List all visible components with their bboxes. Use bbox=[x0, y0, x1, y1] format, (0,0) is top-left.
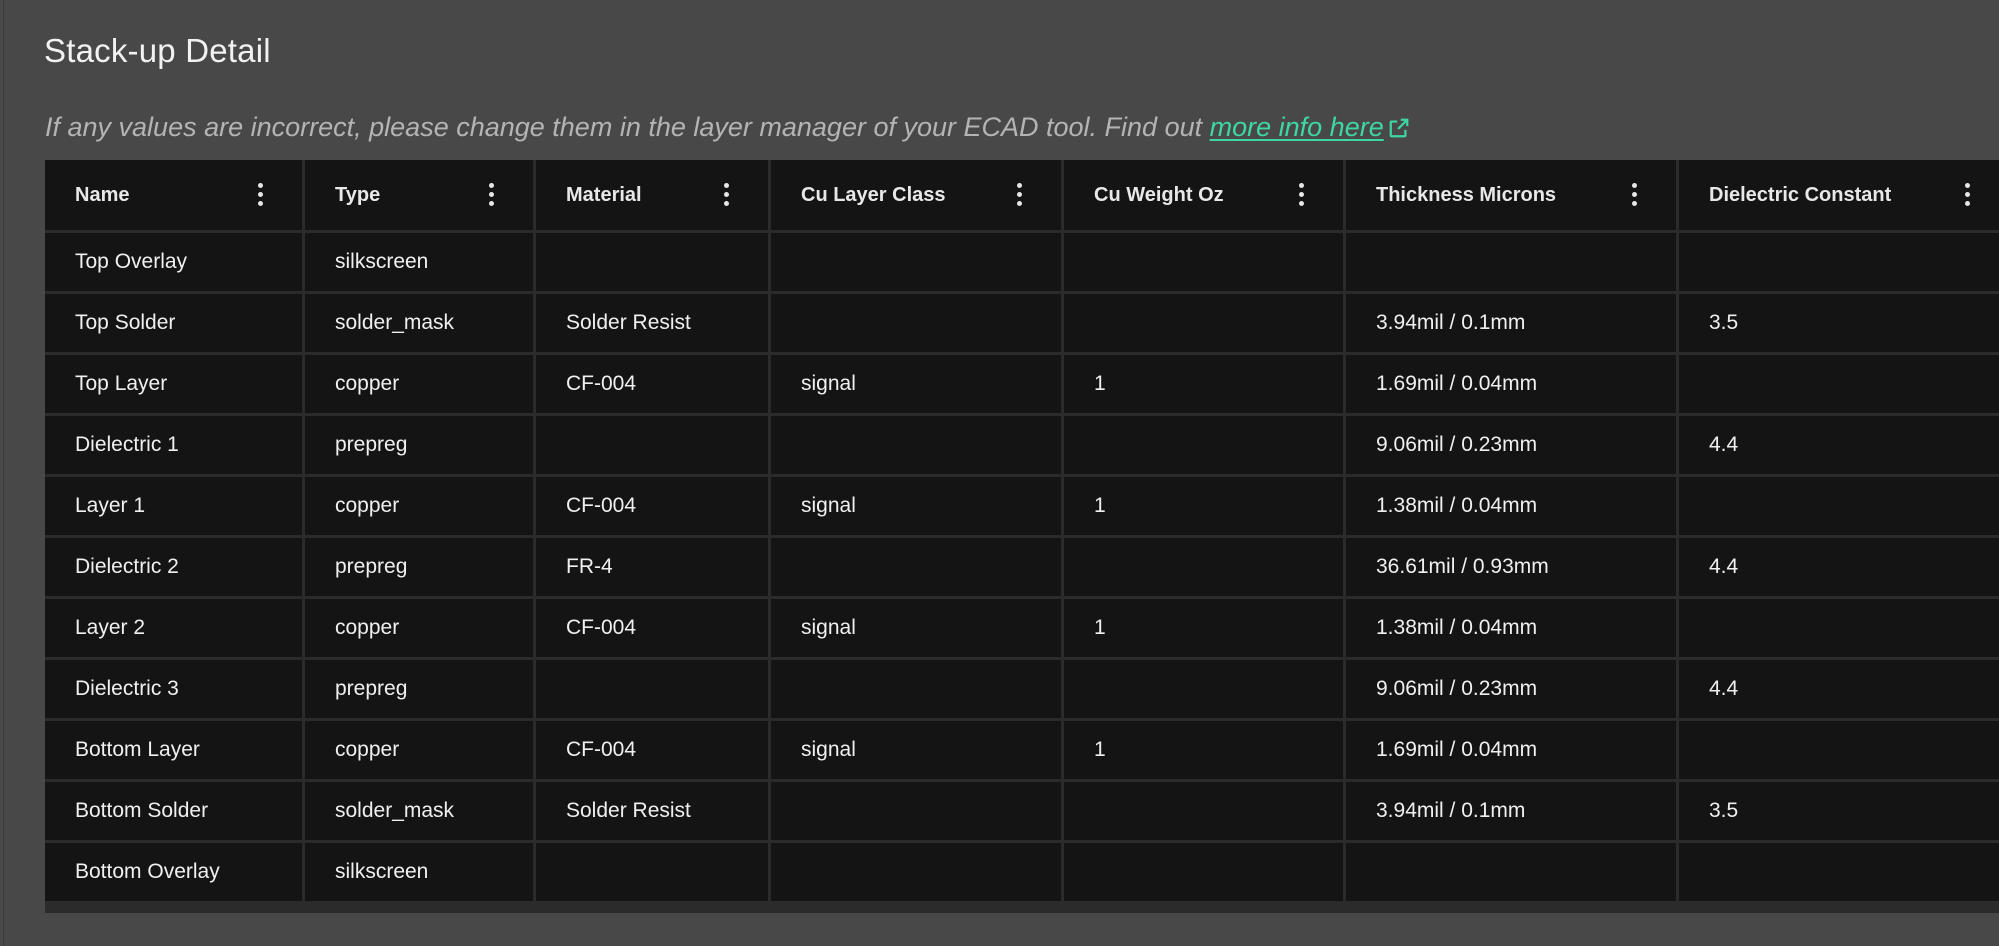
table-cell bbox=[536, 416, 768, 474]
table-cell: Dielectric 3 bbox=[45, 660, 302, 718]
table-cell bbox=[1679, 233, 1999, 291]
external-link-icon[interactable] bbox=[1388, 117, 1410, 139]
table-cell bbox=[1679, 355, 1999, 413]
table-cell: 4.4 bbox=[1679, 538, 1999, 596]
page-title: Stack-up Detail bbox=[44, 32, 271, 69]
table-cell: prepreg bbox=[305, 660, 533, 718]
table-cell: 4.4 bbox=[1679, 416, 1999, 474]
stackup-table bbox=[45, 160, 1999, 904]
more-info-link-label[interactable]: more info here bbox=[1209, 112, 1384, 142]
table-cell: solder_mask bbox=[305, 294, 533, 352]
table-cell: 1.38mil / 0.04mm bbox=[1346, 599, 1676, 657]
table-row[interactable] bbox=[45, 660, 1999, 718]
table-cell: 9.06mil / 0.23mm bbox=[1346, 416, 1676, 474]
table-cell bbox=[1679, 721, 1999, 779]
table-cell: Top Overlay bbox=[45, 233, 302, 291]
more-info-link[interactable] bbox=[1210, 112, 1410, 142]
table-cell bbox=[771, 782, 1061, 840]
table-cell bbox=[771, 843, 1061, 901]
table-cell bbox=[1064, 843, 1343, 901]
table-row[interactable] bbox=[45, 843, 1999, 901]
table-cell bbox=[771, 294, 1061, 352]
table-cell: Top Solder bbox=[45, 294, 302, 352]
table-cell: Solder Resist bbox=[536, 294, 768, 352]
table-cell: FR-4 bbox=[536, 538, 768, 596]
column-header[interactable] bbox=[1346, 160, 1676, 230]
table-cell bbox=[1064, 233, 1343, 291]
table-cell: copper bbox=[305, 355, 533, 413]
column-menu-icon[interactable] bbox=[724, 183, 730, 207]
table-cell bbox=[536, 233, 768, 291]
table-cell bbox=[771, 233, 1061, 291]
column-header[interactable] bbox=[771, 160, 1061, 230]
table-cell: signal bbox=[771, 599, 1061, 657]
table-cell: CF-004 bbox=[536, 355, 768, 413]
table-cell: 1 bbox=[1064, 599, 1343, 657]
table-cell: Layer 1 bbox=[45, 477, 302, 535]
column-header-label: Cu Layer Class bbox=[801, 183, 946, 206]
column-header-label: Cu Weight Oz bbox=[1094, 183, 1224, 206]
table-cell bbox=[771, 660, 1061, 718]
table-row[interactable] bbox=[45, 782, 1999, 840]
table-cell: silkscreen bbox=[305, 233, 533, 291]
hint-text bbox=[45, 112, 1410, 143]
table-cell: 36.61mil / 0.93mm bbox=[1346, 538, 1676, 596]
table-cell bbox=[1346, 843, 1676, 901]
table-cell: copper bbox=[305, 721, 533, 779]
table-cell: CF-004 bbox=[536, 477, 768, 535]
column-header[interactable] bbox=[305, 160, 533, 230]
table-cell bbox=[1064, 782, 1343, 840]
table-row[interactable] bbox=[45, 355, 1999, 413]
table-cell bbox=[771, 416, 1061, 474]
table-cell: prepreg bbox=[305, 416, 533, 474]
table-row[interactable] bbox=[45, 477, 1999, 535]
column-header[interactable] bbox=[1679, 160, 1999, 230]
column-header-label: Thickness Microns bbox=[1376, 183, 1557, 206]
table-cell: Top Layer bbox=[45, 355, 302, 413]
table-row[interactable] bbox=[45, 721, 1999, 779]
table-cell: Dielectric 1 bbox=[45, 416, 302, 474]
table-cell: signal bbox=[771, 721, 1061, 779]
table-cell bbox=[1064, 416, 1343, 474]
table-cell: 3.94mil / 0.1mm bbox=[1346, 294, 1676, 352]
stackup-table-container[interactable] bbox=[45, 160, 1999, 913]
column-header[interactable] bbox=[1064, 160, 1343, 230]
table-cell: Solder Resist bbox=[536, 782, 768, 840]
table-cell bbox=[1064, 538, 1343, 596]
table-cell: Layer 2 bbox=[45, 599, 302, 657]
column-menu-icon[interactable] bbox=[1632, 183, 1638, 207]
table-cell: solder_mask bbox=[305, 782, 533, 840]
table-cell: 4.4 bbox=[1679, 660, 1999, 718]
table-cell: 3.5 bbox=[1679, 294, 1999, 352]
column-header-label: Dielectric Constant bbox=[1709, 183, 1892, 206]
table-cell: signal bbox=[771, 477, 1061, 535]
table-cell: prepreg bbox=[305, 538, 533, 596]
table-row[interactable] bbox=[45, 233, 1999, 291]
table-cell: copper bbox=[305, 477, 533, 535]
column-header-label: Type bbox=[335, 183, 381, 206]
table-row[interactable] bbox=[45, 538, 1999, 596]
table-body bbox=[45, 233, 1999, 901]
column-header[interactable] bbox=[45, 160, 302, 230]
column-header[interactable] bbox=[536, 160, 768, 230]
table-cell: 9.06mil / 0.23mm bbox=[1346, 660, 1676, 718]
table-cell: Bottom Solder bbox=[45, 782, 302, 840]
table-cell: silkscreen bbox=[305, 843, 533, 901]
table-cell: Bottom Overlay bbox=[45, 843, 302, 901]
table-cell: 1.38mil / 0.04mm bbox=[1346, 477, 1676, 535]
column-menu-icon[interactable] bbox=[489, 183, 495, 207]
table-cell: Dielectric 2 bbox=[45, 538, 302, 596]
table-cell bbox=[1679, 599, 1999, 657]
table-cell bbox=[1064, 660, 1343, 718]
table-cell bbox=[1346, 233, 1676, 291]
column-header-label: Name bbox=[75, 183, 130, 206]
stackup-panel bbox=[3, 0, 1999, 946]
table-header-row bbox=[45, 160, 1999, 230]
table-cell bbox=[536, 660, 768, 718]
table-cell: signal bbox=[771, 355, 1061, 413]
table-cell: CF-004 bbox=[536, 721, 768, 779]
table-cell bbox=[1679, 843, 1999, 901]
table-cell bbox=[1679, 477, 1999, 535]
table-cell: 1.69mil / 0.04mm bbox=[1346, 355, 1676, 413]
table-cell: copper bbox=[305, 599, 533, 657]
table-cell bbox=[1064, 294, 1343, 352]
table-row[interactable] bbox=[45, 416, 1999, 474]
table-cell: CF-004 bbox=[536, 599, 768, 657]
table-cell bbox=[771, 538, 1061, 596]
column-menu-icon[interactable] bbox=[1965, 183, 1971, 207]
column-menu-icon[interactable] bbox=[1299, 183, 1305, 207]
table-cell: 1 bbox=[1064, 355, 1343, 413]
table-cell: 1 bbox=[1064, 721, 1343, 779]
table-cell: Bottom Layer bbox=[45, 721, 302, 779]
table-cell bbox=[536, 843, 768, 901]
column-menu-icon[interactable] bbox=[258, 183, 264, 207]
table-row[interactable] bbox=[45, 599, 1999, 657]
table-row[interactable] bbox=[45, 294, 1999, 352]
table-cell: 1.69mil / 0.04mm bbox=[1346, 721, 1676, 779]
column-header-label: Material bbox=[566, 183, 642, 206]
table-cell: 1 bbox=[1064, 477, 1343, 535]
hint-message: If any values are incorrect, please change them in the layer manager of your ECAD tool. Find out bbox=[45, 112, 1210, 142]
table-cell: 3.5 bbox=[1679, 782, 1999, 840]
table-cell: 3.94mil / 0.1mm bbox=[1346, 782, 1676, 840]
column-menu-icon[interactable] bbox=[1017, 183, 1023, 207]
